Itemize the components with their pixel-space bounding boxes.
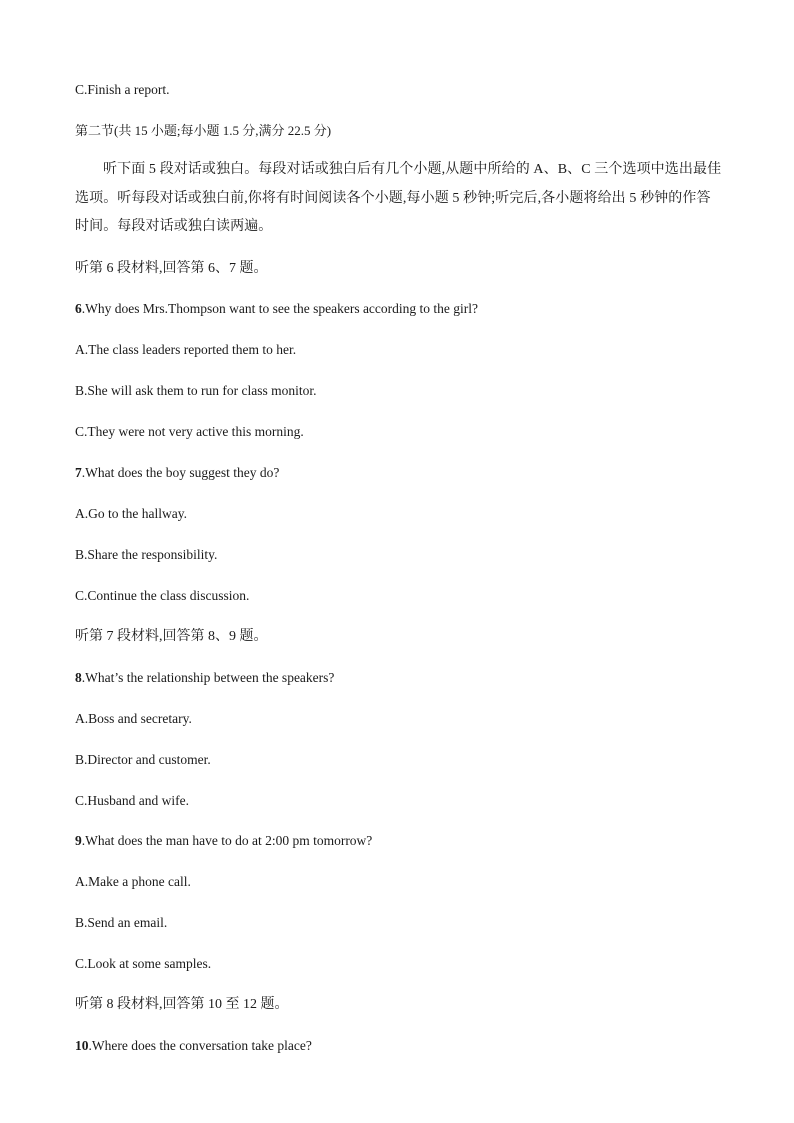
question-number: 9 xyxy=(75,833,82,848)
section-title: 第二节(共 15 小题;每小题 1.5 分,满分 22.5 分) xyxy=(75,123,332,138)
material-8-heading: 听第 8 段材料,回答第 10 至 12 题。 xyxy=(75,997,289,1012)
question-6-option-a: A.The class leaders reported them to her. xyxy=(75,342,297,357)
question-number: 8 xyxy=(75,670,82,685)
question-text: .What does the boy suggest they do? xyxy=(81,465,280,480)
question-number: 10 xyxy=(75,1038,89,1053)
question-7-option-a: A.Go to the hallway. xyxy=(75,506,187,521)
question-7-option-b: B.Share the responsibility. xyxy=(75,547,218,562)
question-text: .What’s the relationship between the speakers? xyxy=(81,670,335,685)
question-text: .What does the man have to do at 2:00 pm tomorrow? xyxy=(81,833,373,848)
question-8 xyxy=(75,668,334,688)
material-7-heading: 听第 7 段材料,回答第 8、9 题。 xyxy=(75,629,268,644)
question-9-option-a: A.Make a phone call. xyxy=(75,874,191,889)
option-c-previous: C.Finish a report. xyxy=(75,82,170,97)
question-9-option-c: C.Look at some samples. xyxy=(75,956,212,971)
question-number: 7 xyxy=(75,465,82,480)
section-instructions: 听下面 5 段对话或独白。每段对话或独白后有几个小题,从题中所给的 A、B、C 三个选项中选出最佳选项。听每段对话或独白前,你将有时间阅读各个小题,每小题 5 秒钟;听完后,各小题将给出 5 秒钟的作答时间。每段对话或独白读两遍。 xyxy=(75,162,722,234)
question-9 xyxy=(75,831,372,851)
question-text: .Where does the conversation take place? xyxy=(88,1038,312,1053)
question-8-option-c: C.Husband and wife. xyxy=(75,793,189,808)
question-8-option-b: B.Director and customer. xyxy=(75,752,211,767)
question-9-option-b: B.Send an email. xyxy=(75,915,168,930)
question-6-option-c: C.They were not very active this morning. xyxy=(75,424,304,439)
question-8-option-a: A.Boss and secretary. xyxy=(75,711,192,726)
question-7-option-c: C.Continue the class discussion. xyxy=(75,588,250,603)
question-number: 6 xyxy=(75,301,82,316)
question-6-option-b: B.She will ask them to run for class monitor. xyxy=(75,383,317,398)
question-10 xyxy=(75,1036,312,1056)
question-text: .Why does Mrs.Thompson want to see the speakers according to the girl? xyxy=(81,301,479,316)
question-6 xyxy=(75,299,478,319)
question-7 xyxy=(75,463,279,483)
material-6-heading: 听第 6 段材料,回答第 6、7 题。 xyxy=(75,261,268,276)
